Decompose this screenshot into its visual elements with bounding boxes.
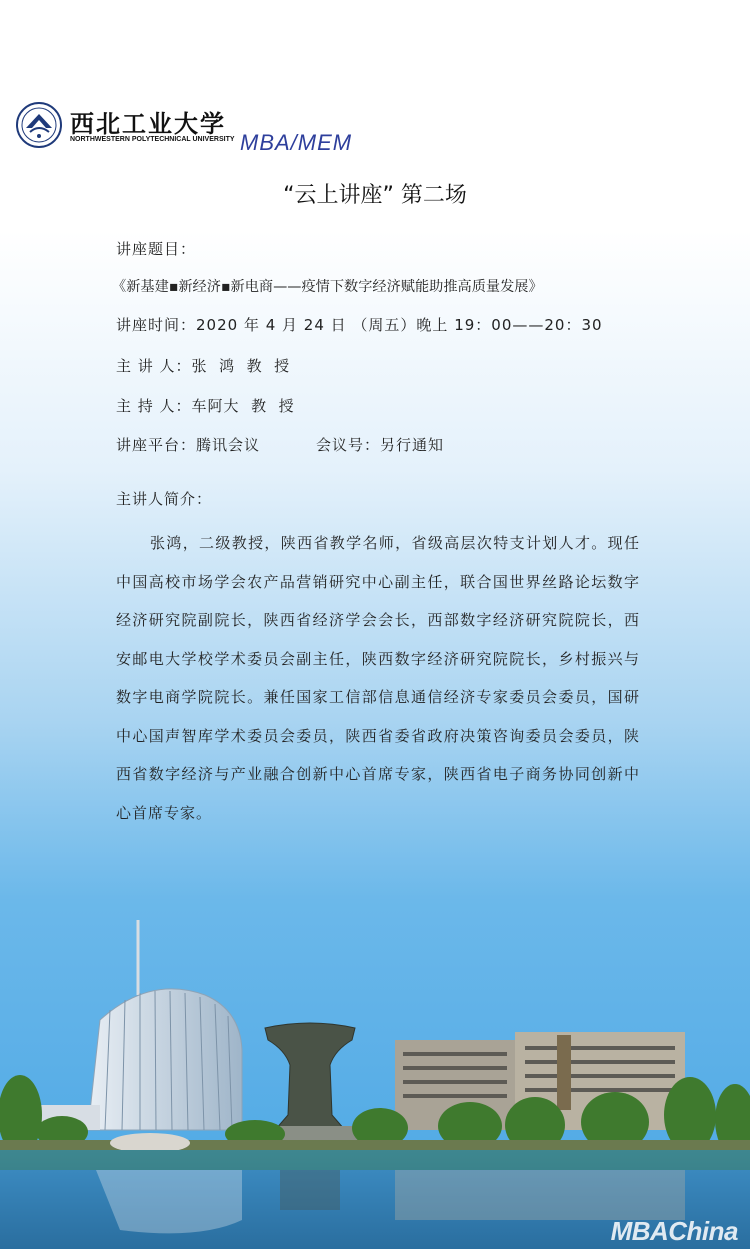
meeting-id-value: 另行通知 (380, 436, 445, 454)
university-seal-icon (16, 102, 62, 148)
topic-text: 《新基建▪新经济▪新电商——疫情下数字经济赋能助推高质量发展》 (112, 279, 543, 295)
school-name-cn: 西北工业大学 (70, 109, 226, 138)
watermark: MBAChina (610, 1216, 738, 1246)
bio-text: 张鸿，二级教授，陕西省教学名师，省级高层次特支计划人才。现任中国高校市场学会农产品营销研究中心副主任，联合国世界丝路论坛数字经济研究院副院长，陕西省经济学会会长，西部数字经济研究院院长，西安邮电大学校学术委员会副主任，陕西数字经济研究院院长，乡村振兴与数字电商学院院长。兼任国家工信部信息通信经济专家委员会委员，国研中心国声智库学术委员会委员，陕西省委省政府决策咨询委员会委员，陕西省数字经济与产业融合创新中心首席专家，陕西省电子商务协同创新中心首席专家。 (116, 534, 640, 822)
time-value: 2020 年 4 月 24 日 （周五）晚上 19：00——20：30 (196, 316, 603, 334)
topic-label: 讲座题目： (116, 240, 197, 258)
page-title: “云上讲座” 第二场 (283, 183, 467, 208)
host-label: 主 持 人： (116, 397, 192, 415)
platform-value: 腾讯会议 (196, 436, 261, 454)
host-row (116, 395, 295, 416)
bio-label: 主讲人简介： (116, 490, 213, 508)
meeting-id-label: 会议号： (316, 436, 381, 454)
speaker-row (116, 355, 290, 376)
platform-row (116, 434, 444, 455)
speaker-value: 张 鸿 教 授 (191, 357, 291, 375)
platform-label: 讲座平台： (116, 436, 197, 454)
time-label: 讲座时间： (116, 316, 197, 334)
time-row (116, 314, 603, 335)
host-value: 车阿大 教 授 (191, 397, 295, 415)
school-name-en: NORTHWESTERN POLYTECHNICAL UNIVERSITY (70, 136, 235, 143)
program-label: MBA/MEM (240, 130, 353, 155)
speaker-label: 主 讲 人： (116, 357, 192, 375)
campus-scene-image (0, 900, 750, 1249)
header-logo (16, 100, 396, 160)
